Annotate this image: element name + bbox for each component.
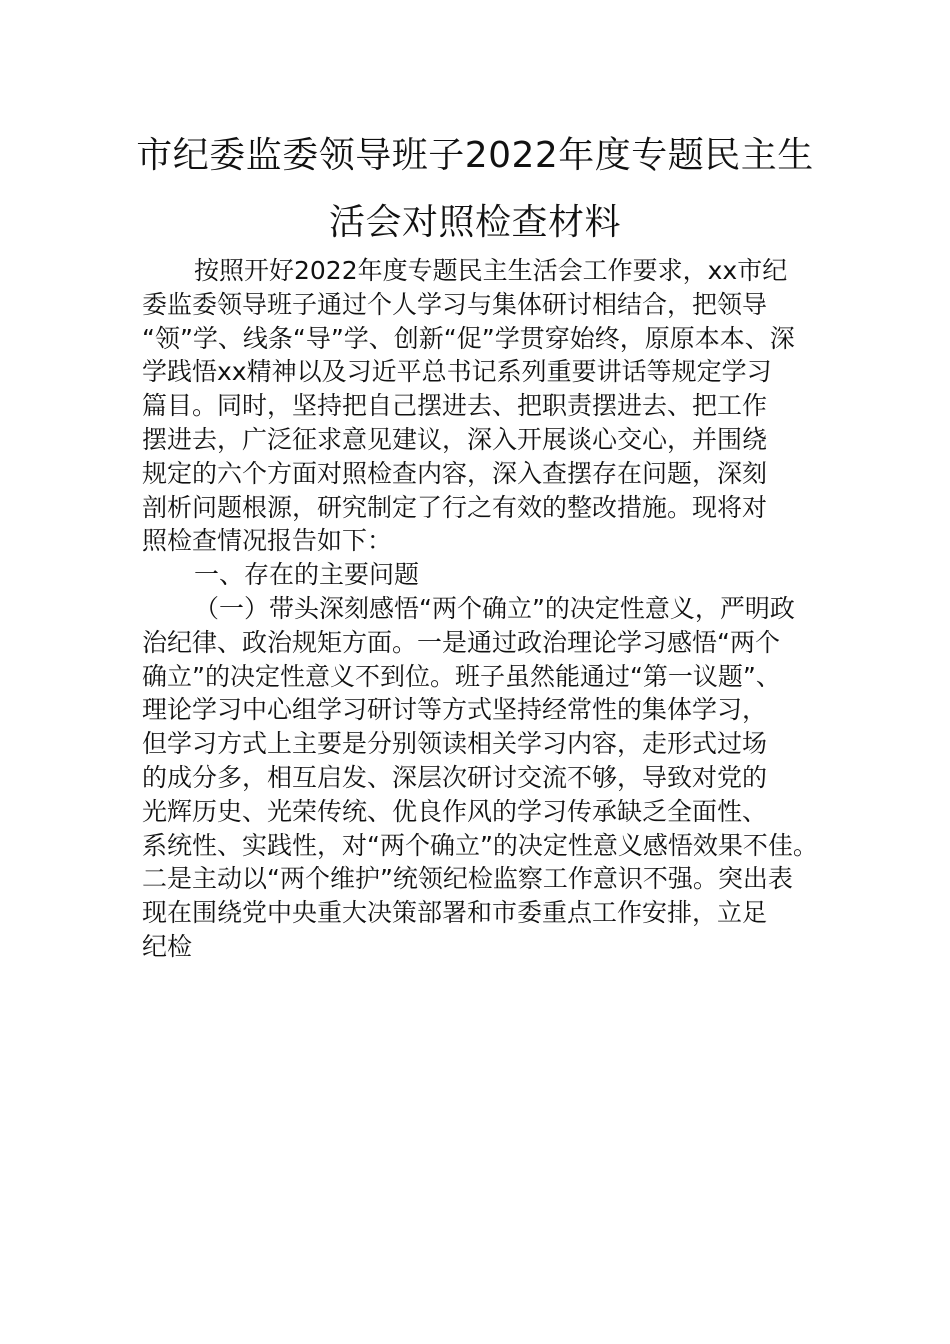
document-body [142,254,822,964]
document-title-line-2: 活会对照检查材料 [328,202,621,243]
body-line: 系统性、实践性，对“两个确立”的决定性意义感悟效果不佳。 [142,830,818,860]
body-line: 剖析问题根源，研究制定了行之有效的整改措施。现将对 [142,492,768,522]
body-line: 委监委领导班子通过个人学习与集体研讨相结合，把领导 [142,289,768,319]
body-line: 光辉历史、光荣传统、优良作风的学习传承缺乏全面性、 [142,796,768,826]
body-line: 按照开好2022年度专题民主生活会工作要求，xx市纪 [194,256,788,285]
body-line: 规定的六个方面对照检查内容，深入查摆存在问题，深刻 [142,458,768,488]
body-line: 理论学习中心组学习研讨等方式坚持经常性的集体学习， [142,695,768,725]
body-line: 纪检 [142,931,193,961]
body-line: 治纪律、政治规矩方面。一是通过政治理论学习感悟“两个 [142,627,780,657]
body-line: 确立”的决定性意义不到位。班子虽然能通过“第一议题”、 [142,661,781,691]
document-title-line-1: 市纪委监委领导班子2022年度专题民主生 [136,135,814,176]
body-line: 照检查情况报告如下： [142,526,393,556]
body-line: （一）带头深刻感悟“两个确立”的决定性意义，严明政 [194,593,795,623]
body-line: 现在围绕党中央重大决策部署和市委重点工作安排，立足 [142,898,768,928]
body-line: 摆进去，广泛征求意见建议，深入开展谈心交心，并围绕 [142,424,768,454]
body-line: 的成分多，相互启发、深层次研讨交流不够，导致对党的 [142,762,768,792]
body-line: 篇目。同时，坚持把自己摆进去、把职责摆进去、把工作 [142,391,768,421]
body-line: 学践悟xx精神以及习近平总书记系列重要讲话等规定学习 [142,357,772,387]
body-line: 但学习方式上主要是分别领读相关学习内容，走形式过场 [142,729,768,759]
section-heading: 一、存在的主要问题 [194,560,420,590]
body-line: “领”学、线条“导”学、创新“促”学贯穿始终，原原本本、深 [142,323,795,353]
body-line: 二是主动以“两个维护”统领纪检监察工作意识不强。突出表 [142,864,793,894]
